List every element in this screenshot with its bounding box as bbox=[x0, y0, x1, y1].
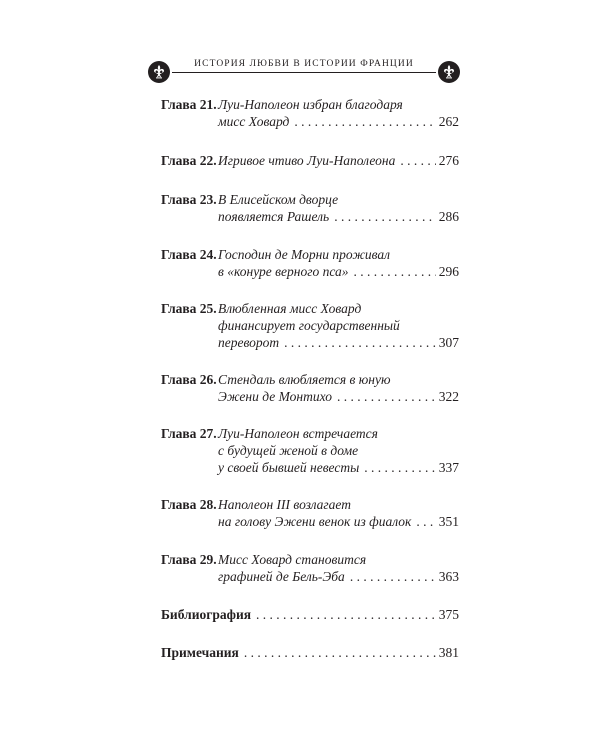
title-text: Луи-Наполеон избран благодаря bbox=[218, 97, 403, 112]
page-number: 286 bbox=[438, 209, 459, 224]
toc-entry[interactable] bbox=[161, 551, 459, 585]
title-line bbox=[218, 246, 459, 263]
title-text: графиней де Бель-Эба bbox=[218, 569, 345, 584]
toc-entry[interactable] bbox=[161, 300, 459, 351]
page-number: 276 bbox=[438, 153, 459, 168]
title-text: Влюбленная мисс Ховард bbox=[218, 301, 362, 316]
title-line bbox=[218, 334, 459, 351]
chapter-title bbox=[218, 371, 459, 405]
chapter-label: Глава 23. bbox=[161, 192, 217, 207]
toc-entry[interactable] bbox=[161, 96, 459, 130]
toc-entry[interactable] bbox=[161, 246, 459, 280]
page-number: 296 bbox=[438, 264, 459, 279]
title-line bbox=[218, 300, 459, 317]
dot-leader bbox=[334, 208, 436, 225]
title-text: Луи-Наполеон встречается bbox=[218, 426, 378, 441]
title-text: Библиография bbox=[161, 607, 252, 622]
title-line bbox=[218, 152, 459, 169]
chapter-label: Глава 24. bbox=[161, 247, 217, 262]
title-line bbox=[218, 551, 459, 568]
dot-leader bbox=[364, 459, 435, 476]
title-line bbox=[218, 425, 459, 442]
title-text: в «конуре верного пса» bbox=[218, 264, 349, 279]
title-text: Эжени де Монтихо bbox=[218, 389, 332, 404]
title-text: Примечания bbox=[161, 645, 239, 660]
chapter-title bbox=[161, 644, 459, 661]
chapter-label: Глава 21. bbox=[161, 97, 217, 112]
toc-entry[interactable] bbox=[161, 644, 459, 661]
dot-leader bbox=[294, 113, 435, 130]
title-text: Мисс Ховард становится bbox=[218, 552, 367, 567]
title-text: у своей бывшей невесты bbox=[218, 460, 360, 475]
page-number: 307 bbox=[438, 335, 459, 350]
title-text: на голову Эжени венок из фиалок bbox=[218, 514, 412, 529]
title-line bbox=[218, 513, 459, 530]
title-line bbox=[218, 371, 459, 388]
page-number: 337 bbox=[438, 460, 459, 475]
dot-leader bbox=[256, 606, 436, 623]
dot-leader bbox=[337, 388, 436, 405]
title-text: мисс Ховард bbox=[218, 114, 290, 129]
page-number: 322 bbox=[438, 389, 459, 404]
chapter-title bbox=[218, 191, 459, 225]
dot-leader bbox=[244, 644, 436, 661]
chapter-title bbox=[218, 425, 459, 476]
title-text: переворот bbox=[218, 335, 280, 350]
page-number: 381 bbox=[438, 645, 459, 660]
chapter-title bbox=[218, 300, 459, 351]
page-number: 262 bbox=[438, 114, 459, 129]
toc-entry[interactable] bbox=[161, 371, 459, 405]
title-text: В Елисейском дворце bbox=[218, 192, 339, 207]
title-text: с будущей женой в доме bbox=[218, 443, 359, 458]
title-line bbox=[218, 191, 459, 208]
fleur-de-lis-icon bbox=[438, 61, 460, 83]
dot-leader bbox=[416, 513, 435, 530]
title-text: Господин де Морни проживал bbox=[218, 247, 391, 262]
chapter-title bbox=[218, 496, 459, 530]
title-line bbox=[161, 606, 459, 623]
dot-leader bbox=[284, 334, 436, 351]
title-line bbox=[218, 208, 459, 225]
running-head-title: ИСТОРИЯ ЛЮБВИ В ИСТОРИИ ФРАНЦИИ bbox=[194, 59, 414, 69]
title-text: Наполеон III возлагает bbox=[218, 497, 351, 512]
chapter-title bbox=[218, 551, 459, 585]
chapter-label: Глава 25. bbox=[161, 301, 217, 316]
chapter-label: Глава 22. bbox=[161, 153, 217, 168]
toc-entry[interactable] bbox=[161, 152, 459, 169]
chapter-label: Глава 26. bbox=[161, 372, 217, 387]
title-text: Стендаль влюбляется в юную bbox=[218, 372, 391, 387]
title-line bbox=[218, 113, 459, 130]
title-line bbox=[218, 96, 459, 113]
chapter-title bbox=[161, 606, 459, 623]
chapter-title bbox=[218, 246, 459, 280]
chapter-label: Глава 28. bbox=[161, 497, 217, 512]
chapter-title bbox=[218, 152, 459, 169]
page-number: 375 bbox=[438, 607, 459, 622]
page-number: 363 bbox=[438, 569, 459, 584]
title-line bbox=[218, 496, 459, 513]
chapter-label: Глава 27. bbox=[161, 426, 217, 441]
title-line bbox=[218, 568, 459, 585]
chapter-title bbox=[218, 96, 459, 130]
title-text: Игривое чтиво Луи-Наполеона bbox=[218, 153, 396, 168]
title-text: финансирует государственный bbox=[218, 318, 400, 333]
toc-entry[interactable] bbox=[161, 425, 459, 476]
toc-entry[interactable] bbox=[161, 191, 459, 225]
fleur-de-lis-icon bbox=[148, 61, 170, 83]
running-head bbox=[148, 58, 460, 86]
toc-entry[interactable] bbox=[161, 496, 459, 530]
title-line bbox=[218, 317, 459, 334]
dot-leader bbox=[354, 263, 436, 280]
header-rule bbox=[172, 72, 436, 73]
title-line bbox=[218, 263, 459, 280]
chapter-label: Глава 29. bbox=[161, 552, 217, 567]
title-line bbox=[218, 459, 459, 476]
toc-entry[interactable] bbox=[161, 606, 459, 623]
title-line bbox=[218, 442, 459, 459]
title-text: появляется Рашель bbox=[218, 209, 330, 224]
dot-leader bbox=[350, 568, 436, 585]
page-number: 351 bbox=[438, 514, 459, 529]
dot-leader bbox=[400, 152, 435, 169]
title-line bbox=[161, 644, 459, 661]
title-line bbox=[218, 388, 459, 405]
